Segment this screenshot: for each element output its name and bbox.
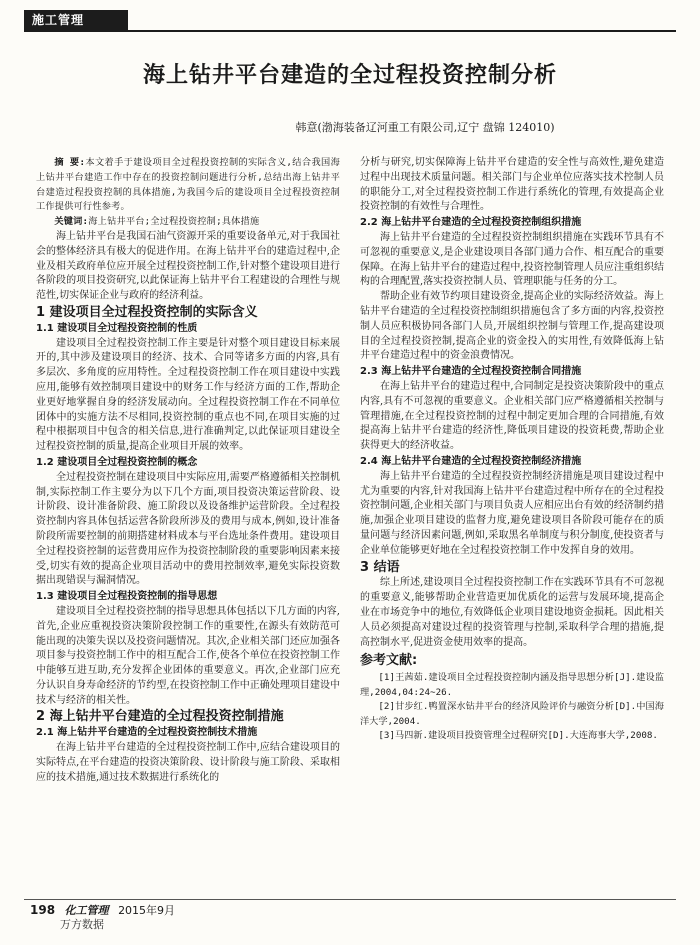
references-heading: 参考文献: (360, 653, 418, 669)
section-2-4-text: 海上钻井平台建造的全过程投资控制经济措施是项目建设过程中尤为重要的内容,针对我国海上钻井平台建造过程中所存在的全过程投资控制问题,企业相关部门与项目负责人应相应出台有效的经济制约措施,加强企业项目建设的监督力度,避免建设项目各阶段可能存在的质量问题与经济因素问题,例如,采取黑名单制度与积分制度,使投资者与企业单位能够更好地在全过程投资控制工作中发挥自身的效用。 (360, 470, 664, 556)
header-rule (24, 30, 676, 32)
section-1-1-text: 建设项目全过程投资控制工作主要是针对整个项目建设目标来展开的,其中涉及建设项目的经济、技术、合同等诸多方面的内容,具有多层次、多角度的应用特性。全过程投资控制工作在项目建设中实践应用,能够有效控制项目建设中的财务工作与经济方面的工作,帮助企业更好地掌握自身的经济发展动向。全过程投资控制工作在不同单位团体中的实施方法不尽相同,投资控制的重点也不同,在项目实施的过程中根据项目中包含的相关信息,进行准确判定,以此保证项目建设全过程投资控制的质量,提高企业项目开展的效率。 (36, 337, 340, 453)
reference-item: [3]马四新.建设项目投资管理全过程研究[D].大连海事大学,2008. (378, 730, 658, 742)
page-number: 198 (30, 903, 56, 917)
issue-date: 2015年9月 (118, 904, 176, 917)
footer-rule (24, 899, 676, 900)
section-2-heading: 2 海上钻井平台建造的全过程投资控制措施 (36, 709, 284, 725)
section-2-1-continued: 分析与研究,切实保障海上钻井平台建造的安全性与高效性,避免建造过程中出现技术质量问题。相关部门与企业单位应落实技术控制人员的职能分工,对全过程投资控制工作进行系统化的管理,有效提高企业投资控制的有效性与合理性。 (360, 157, 664, 213)
section-3-text: 综上所述,建设项目全过程投资控制工作在实践环节具有不可忽视的重要意义,能够帮助企业营造更加优质化的运营与发展环境,提高企业在市场竞争中的地位,有效降低企业项目建设地资金损耗。因此相关人员必须提高对建设过程的投资管理与控制,采取科学合理的措施,提高控制水平,促进资金使用效率的提高。 (360, 577, 664, 648)
keywords-text: 海上钻井平台;全过程投资控制;具体措施 (88, 216, 260, 228)
keywords (36, 215, 340, 230)
section-2-4-heading: 2.4 海上钻井平台建造的全过程投资控制经济措施 (360, 455, 582, 467)
keywords-label: 关键词: (54, 216, 89, 228)
article-author: 韩意(渤海装备辽河重工有限公司,辽宁 盘锦 124010) (295, 121, 555, 134)
section-2-3-text: 在海上钻井平台的建造过程中,合同制定是投资决策阶段中的重点内容,具有不可忽视的重要意义。企业相关部门应严格遵循相关控制与管理措施,在全过程投资控制的过程中制定更加合理的合同措施,有效提高海上钻井平台建造的经济性,降低项目建设的投资耗费,帮助企业获得更大的经济收益。 (360, 380, 664, 452)
section-2-2-text-1: 海上钻井平台建造的全过程投资控制组织措施在实践环节具有不可忽视的重要意义,是企业建设项目各部门通力合作、相互配合的重要保障。在海上钻井平台的建造过程中,投资控制管理人员应注重组织结构的合理配置,落实投资控制人员、管理职能与任务的分工。 (360, 231, 664, 288)
right-column (360, 156, 664, 744)
section-1-1-heading: 1.1 建设项目全过程投资控制的性质 (36, 322, 198, 334)
section-2-1-heading: 2.1 海上钻井平台建造的全过程投资控制技术措施 (36, 727, 258, 739)
section-2-2-heading: 2.2 海上钻井平台建造的全过程投资控制组织措施 (360, 217, 582, 229)
abstract (36, 156, 340, 215)
abstract-label: 摘 要: (54, 157, 86, 168)
section-3-heading: 3 结语 (360, 559, 400, 575)
section-2-2-text-2: 帮助企业有效节约项目建设资金,提高企业的实际经济效益。海上钻井平台建造的全过程投资控制组织措施包含了多方面的内容,投资控制人员应积极协同各部门人员,开展组织控制与管理工作,提高建设项目的全过程投资控制,提高企业的资金投入的实用性,有效降低海上钻井平台建造过程中的资金浪费情况。 (360, 291, 664, 362)
intro-paragraph: 海上钻井平台是我国石油气资源开采的重要设备单元,对于我国社会的整体经济具有极大的促进作用。在海上钻井平台的建造过程中,企业及相关政府单位应开展全过程投资控制工作,针对整个建设项目进行各阶段的项目投资研究,以此保证海上钻井平台工程建设的合理性与规范性,切实保证企业与政府的经济利益。 (36, 230, 340, 302)
section-1-3-heading: 1.3 建设项目全过程投资控制的指导思想 (36, 591, 218, 603)
left-column (36, 156, 340, 785)
section-2-3-heading: 2.3 海上钻井平台建造的全过程投资控制合同措施 (360, 366, 582, 378)
article-title: 海上钻井平台建造的全过程投资控制分析 (142, 63, 557, 88)
watermark: 万方数据 (60, 918, 104, 931)
section-1-2-text: 全过程投资控制在建设项目中实际应用,需要严格遵循相关控制机制,实际控制工作主要分为以下几个方面,项目投资决策运营阶段、设计阶段、设计准备阶段、施工阶段以及设备维护运营阶段。全过程投资控制内容具体包括运营各阶段所涉及的费用与成本,例如,设计准备阶段所需要控制的前期搭建材料成本与平台选址条件费用。建设项目全过程投资控制的运营费用应作为投资控制阶段的重要影响因素来接受,切实有效的提高企业项目活动中的费用控制效率,避免实际投资数据出现错误与漏洞情况。 (36, 471, 340, 587)
section-1-2-heading: 1.2 建设项目全过程投资控制的概念 (36, 456, 198, 468)
section-tag: 施工管理 (24, 10, 128, 30)
section-1-3-text: 建设项目全过程投资控制的指导思想具体包括以下几方面的内容,首先,企业应重视投资决策阶段控制工作的重要性,在源头有效防范可能出现的决策失误以及投资问题情况。其次,企业相关部门还应加强各项目参与投资控制工作中的相互配合工作,使各个单位在投资控制工作中能够互进互助,充分发挥企业团体的重要意义。再次,企业部门应充分认识自身寿命经济的节约型,在投资控制工作中正确处理项目建设中技术与经济的相关性。 (36, 605, 340, 706)
abstract-text: 本文着手于建设项目全过程投资控制的实际含义,结合我国海上钻井平台建造工作中存在的投资控制问题进行分析,总结出海上钻井平台建造过程投资控制的具体措施,为我国今后的建设项目全过程投资控制工作提供可行性参考。 (36, 157, 340, 213)
magazine-name: 化工管理 (64, 904, 109, 917)
section-1-heading: 1 建设项目全过程投资控制的实际含义 (36, 304, 258, 320)
section-2-1-text: 在海上钻井平台建造的全过程投资控制工作中,应结合建设项目的实际特点,在平台建造的投资决策阶段、设计阶段与施工阶段、采取相应的技术措施,通过技术数据进行系统化的 (36, 742, 340, 783)
reference-item: [2]甘步红.鸭置深水钻井平台的经济风险评价与融资分析[D].中国海洋大学,2004. (360, 701, 664, 727)
reference-item: [1]王茜茹.建设项目全过程投资控制内涵及指导思想分析[J].建设监理,2004,04:24~26. (360, 672, 664, 698)
